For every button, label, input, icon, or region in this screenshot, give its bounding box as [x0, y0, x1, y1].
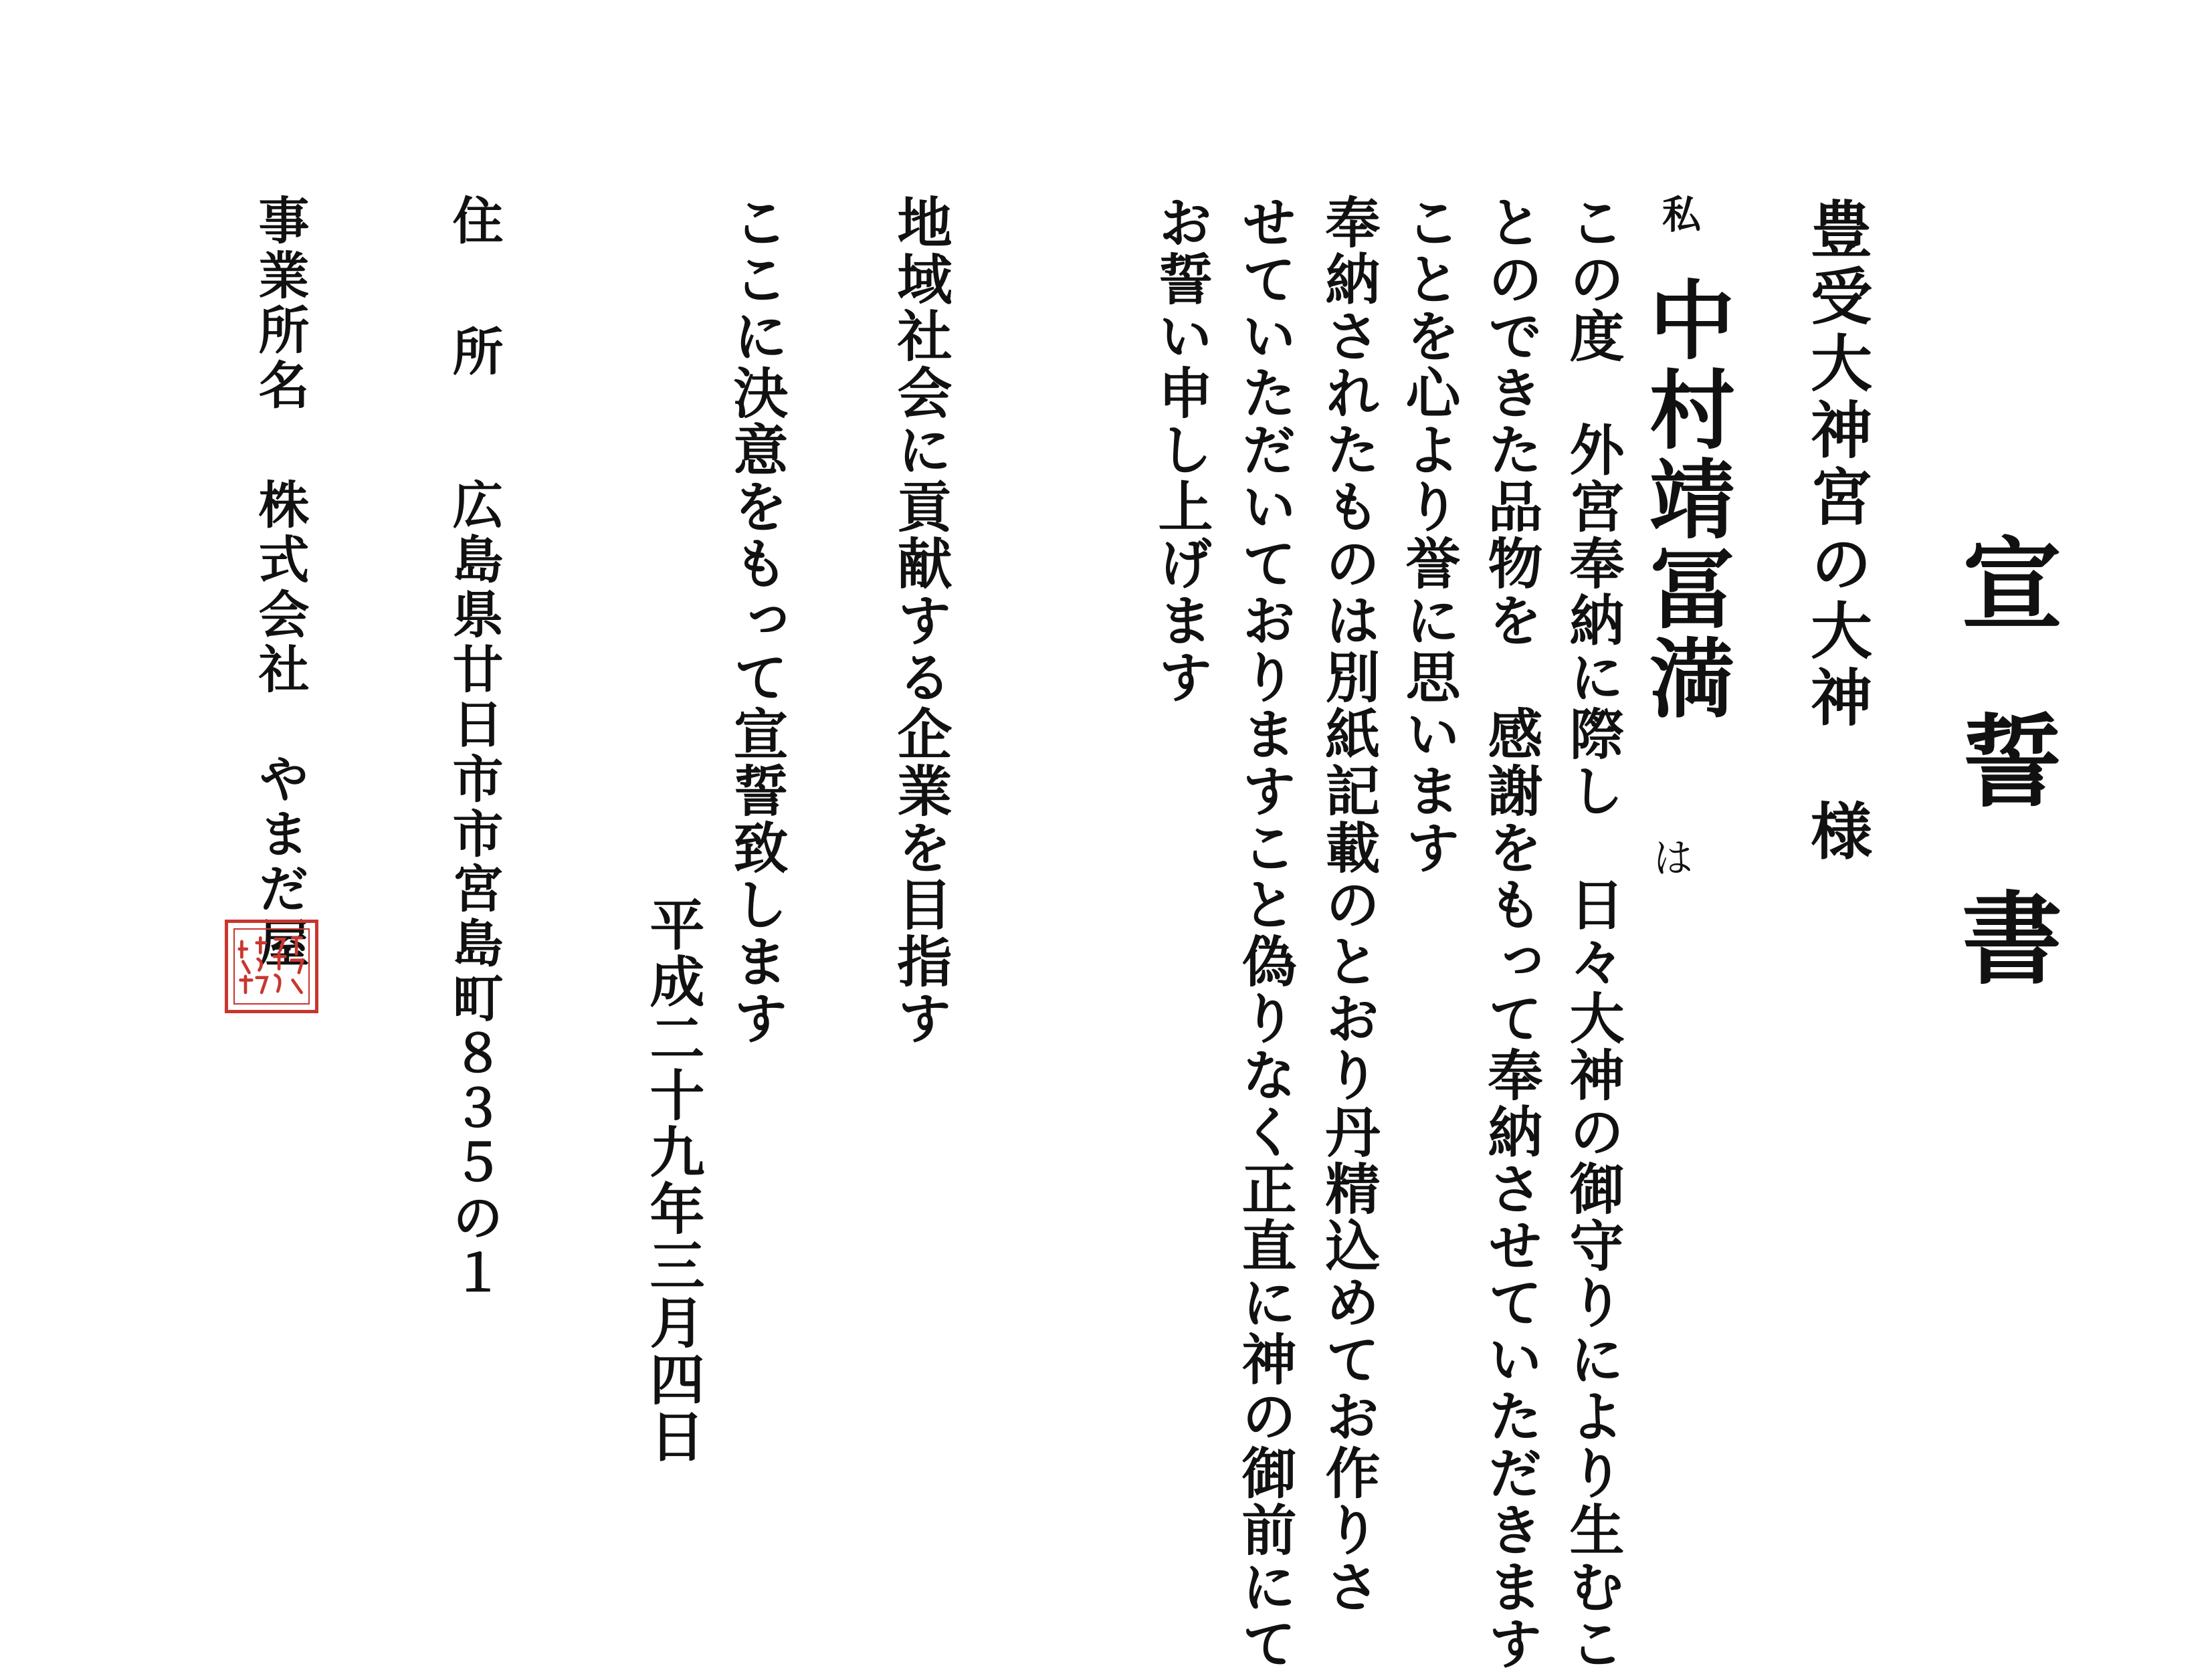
pledger-name: 中村靖冨満 [1635, 276, 1735, 724]
addressee: 豊受大神宮の大神 様 [1801, 197, 1873, 866]
body-line: せていただいておりますこと偽りなく正直に神の御前にて [1233, 194, 1297, 1672]
pledger-suffix: は [1645, 836, 1694, 880]
address-label: 住所 [444, 194, 504, 456]
red-seal-stamp [225, 920, 318, 1013]
goal-statement: 地域社会に貢献する企業を目指す [888, 194, 952, 1047]
business-name: 株式会社 やまだ屋 [250, 478, 310, 972]
document-title: 宣誓書 [1944, 532, 2062, 1063]
body-line: とのできた品物を 感謝をもって奉納させていただきます [1479, 194, 1543, 1672]
date: 平成二十九年三月四日 [641, 896, 705, 1465]
body-line: この度 外宮奉納に際し 日々大神の御守りにより生むこ [1561, 194, 1625, 1672]
business-label: 事業所名 [250, 194, 310, 413]
seal-stamp-icon [228, 923, 315, 1010]
body-line: お誓い申し上げます [1149, 194, 1213, 706]
address-value: 広島県廿日市市宮島町８３５の１ [444, 478, 504, 1301]
body-line: 奉納されたものは別紙記載のとおり丹精込めてお作りさ [1316, 194, 1381, 1615]
pledger-prefix: 私 [1655, 194, 1701, 235]
resolution-statement: ここに決意をもって宣誓致します [724, 194, 789, 1047]
body-line: ことを心より誉に思います [1397, 194, 1461, 876]
